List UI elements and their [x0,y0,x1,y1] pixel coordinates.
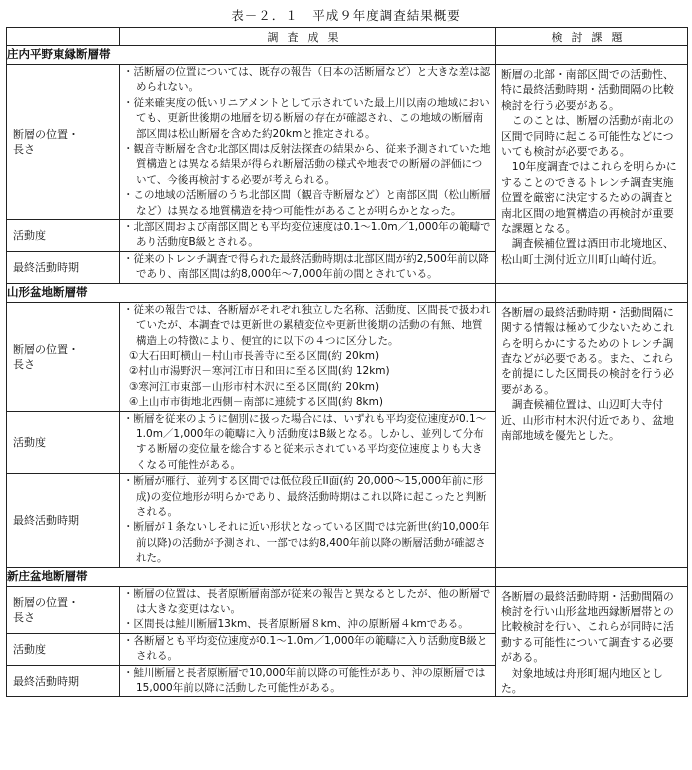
section-header-row [7,283,688,302]
result-bullet: ・観音寺断層を含む北部区間は反射法探査の結果から、従来予測されていた地質構造とは異なる結果が得られ断層活動の様式や地表での断層の評価について、今後再検討する必要が考えられる。 [123,143,491,186]
issues-cell [496,65,688,284]
section-header-blank [496,567,688,586]
row-label [7,65,120,220]
result-cell [120,586,496,633]
section-header-blank [496,283,688,302]
result-enum-item: ②村山市湯野沢－寒河江市日和田に至る区間(約 12km) [129,365,390,378]
result-bullet: ・従来の報告では、各断層がそれぞれ独立した名称、活動度、区間長で扱われていたが、本調査では更新世の累積変位や更新世後期の活動の有無、地質構造上の特徴により、便宜的に以下の４つに区分した。 [123,303,491,347]
result-enum-item: ④上山市市街地北西側－南部に連続する区間(約 8km) [129,396,383,409]
row-label-line: 断層の位置・ [13,342,79,356]
row-label-line: 活動度 [13,435,46,449]
result-bullet: ・従来確実度の低いリニアメントとして示されていた最上川以南の地域においても、更新世後期の地層を切る断層の存在が確認され、この地域の断層南部区間は松山断層を含めた約20kmと推定される。 [123,96,490,140]
section-title: 山形盆地断層帯 [7,283,496,302]
row-label-line: 断層の位置・ [13,128,79,142]
row-label [7,302,120,411]
row-label-line: 活動度 [13,642,46,656]
row-label-line: 長さ [13,610,35,624]
section-header-blank [496,46,688,65]
issue-paragraph: 調査候補位置は酒田市北境地区、松山町土渕付近立川町山崎付近。 [501,237,674,266]
result-bullet: ・断層の位置は、長者原断層南部が従来の報告と異なるとしたが、他の断層では大きな変更はない。 [123,587,491,615]
result-cell [120,65,496,220]
issues-cell [496,586,688,697]
result-bullet: ・活断層の位置については、既存の報告（日本の活断層など）と大きな差は認められない。 [123,66,491,94]
row-label-line: 活動度 [13,228,46,242]
table-row [7,65,688,220]
header-blank [7,28,120,46]
issue-paragraph: 10年度調査ではこれらを明らかにすることのできるトレンチ調査実施位置を厳密に決定するための調査と南北区間の地質構造の再検討が重要な課題となる。 [501,160,677,236]
result-cell [120,220,496,252]
result-bullet: ・断層を従来のように個別に扱った場合には、いずれも平均変位速度が0.1～1.0m／1,000年の範疇に入り活動度はB級となる。しかし、並列して分布する断層の変位量を総合すると従来示されている平均変位速度よりも大きくなる可能性がある。 [123,412,487,471]
result-cell [120,633,496,665]
header-results: 調査成果 [120,28,496,46]
issue-paragraph: 調査候補位置は、山辺町大寺付近、山形市村木沢付近であり、盆地南部地域を優先とした。 [501,398,674,442]
issue-paragraph: 対象地域は舟形町堀内地区とした。 [501,666,663,696]
row-label-line: 最終活動時期 [13,674,79,688]
result-cell [120,251,496,283]
row-label-line: 断層の位置・ [13,595,79,609]
result-bullet: ・鮭川断層と長者原断層で10,000年前以降の可能性があり、沖の原断層では15,000年前以降に活動した可能性がある。 [123,666,486,695]
result-bullet: ・この地域の活断層のうち北部区間（観音寺断層など）と南部区間（松山断層など）は異なる地質構造を持つ可能性があることが明らかとなった。 [123,189,491,217]
result-bullet: ・区間長は鮭川断層13km、長者原断層８km、沖の原断層４kmである。 [123,618,469,631]
result-bullet: ・各断層とも平均変位速度が0.1～1.0m／1,000年の範疇に入り活動度B級とされる。 [123,634,488,663]
row-label [7,665,120,697]
issue-paragraph: 各断層の最終活動時期・活動間隔の検討を行い山形盆地西縁断層帯との比較検討を行い、これらが同時に活動する可能性について調査する必要がある。 [501,589,674,665]
issue-paragraph: 各断層の最終活動時期・活動間隔に関する情報は極めて少ないためこれらを明らかにするためのトレンチ調査などが必要である。また、これらを前提にした区間長の検討を行う必要がある。 [501,305,674,396]
result-bullet: ・断層が雁行、並列する区間では低位段丘II面(約 20,000～15,000年前に形成)の変位地形が明らかであり、最終活動時期はこれ以降に起こったと判断される。 [123,475,487,518]
section-header-row [7,567,688,586]
table-row [7,586,688,633]
row-label-line: 最終活動時期 [13,260,79,274]
row-label-line: 長さ [13,143,35,157]
row-label [7,474,120,567]
row-label [7,411,120,474]
result-cell [120,411,496,474]
result-cell [120,474,496,567]
row-label-line: 長さ [13,357,35,371]
table-header-row [7,28,688,46]
result-cell [120,665,496,697]
header-issues: 検討課題 [496,28,688,46]
row-label [7,220,120,252]
issues-cell [496,302,688,567]
result-bullet: ・従来のトレンチ調査で得られた最終活動時期は北部区間が約2,500年前以降であり、南部区間は約8,000年～7,000年前の間とされている。 [123,252,489,281]
result-cell [120,302,496,411]
result-enum-item: ③寒河江市東部－山形市村木沢に至る区間(約 20km) [129,380,380,393]
section-header-row [7,46,688,65]
issue-paragraph: 断層の北部・南部区間での活動性、特に最終活動時期・活動間隔の比較検討を行う必要がある。 [501,68,674,112]
row-label [7,251,120,283]
results-table [6,27,688,697]
table-title: 表－２．１ 平成９年度調査結果概要 [231,8,461,23]
section-title: 庄内平野東縁断層帯 [7,46,496,65]
row-label-line: 最終活動時期 [13,513,79,527]
result-enum-item: ①大石田町横山－村山市長善寺に至る区間(約 20km) [129,349,380,362]
section-title: 新庄盆地断層帯 [7,567,496,586]
row-label [7,586,120,633]
row-label [7,633,120,665]
table-row [7,302,688,411]
result-bullet: ・北部区間および南部区間とも平均変位速度は0.1～1.0m／1,000年の範疇であり活動度B級とされる。 [123,221,491,249]
result-bullet: ・断層が１条ないしそれに近い形状となっている区間では完新世(約10,000年前以降)の活動が予測され、一部では約8,400年前以降の断層活動が確認された。 [123,521,490,565]
issue-paragraph: このことは、断層の活動が南北の区間で同時に起こる可能性などについても検討が必要である。 [501,114,674,159]
